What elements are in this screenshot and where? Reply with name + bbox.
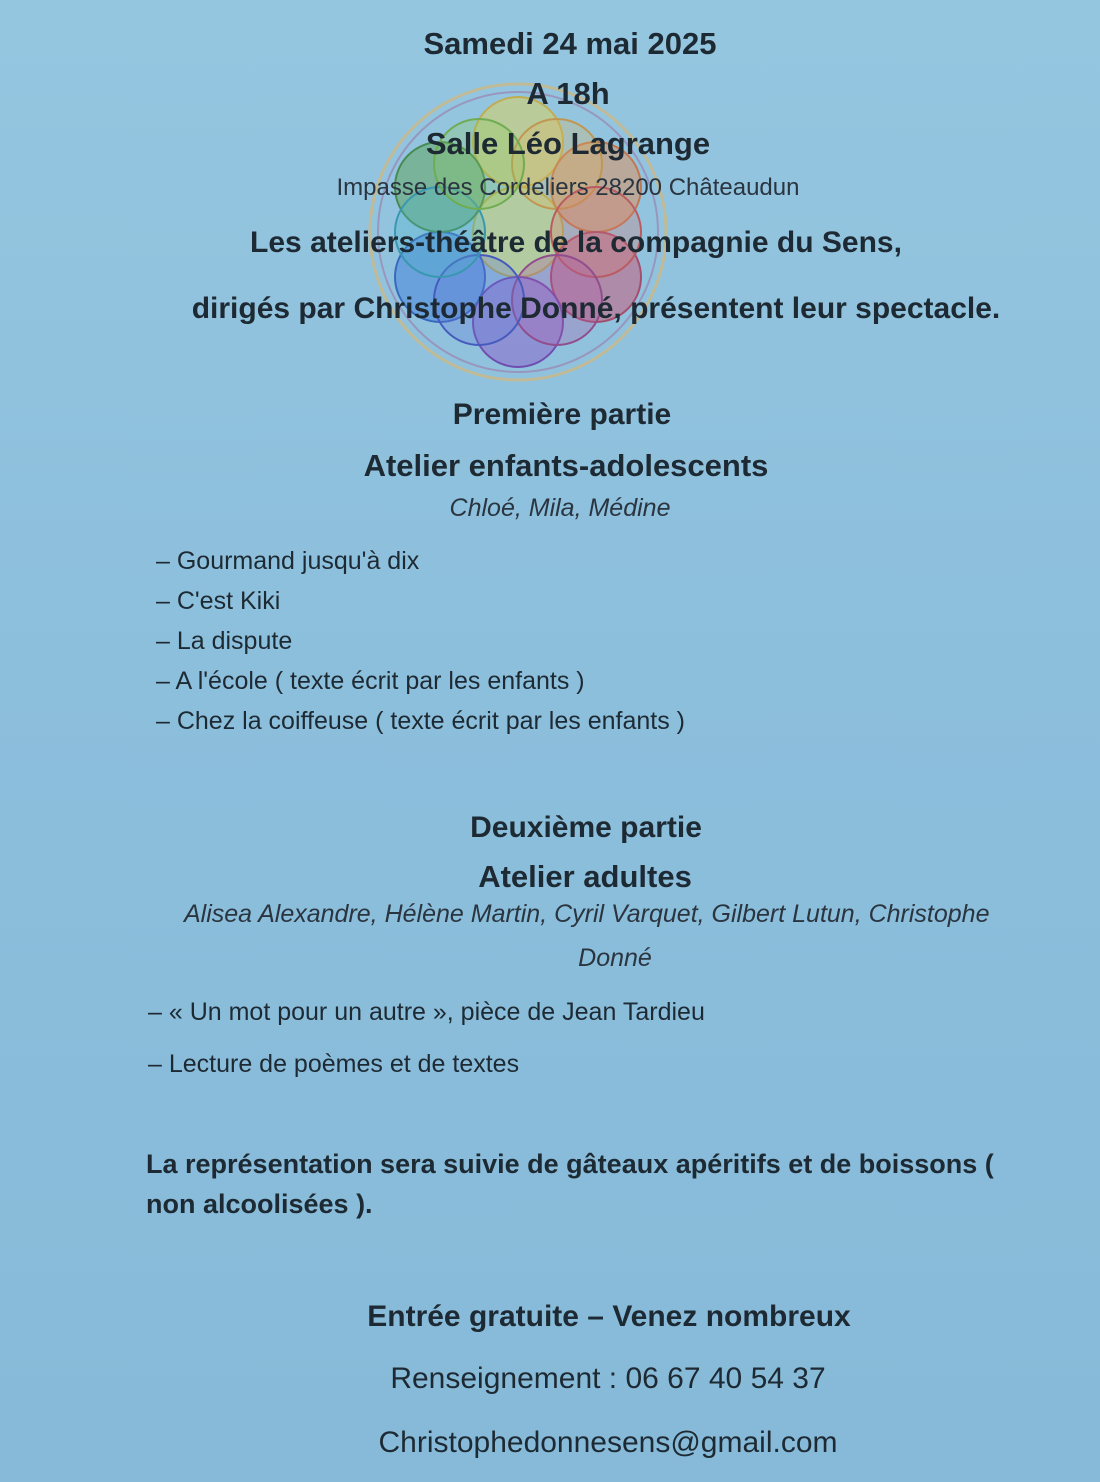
entry-info: Entrée gratuite – Venez nombreux [367,1300,851,1333]
reception-note: La représentation sera suivie de gâteaux apéritifs et de boissons ( non alcoolisées ). [146,1149,994,1219]
intro-line-2: dirigés par Christophe Donné, présentent leur spectacle. [191,292,1001,325]
list-item: – La dispute [156,627,293,655]
part1-subheading: Atelier enfants-adolescents [363,448,769,483]
part1-program-list [156,542,685,742]
list-item: – « Un mot pour un autre », pièce de Jean Tardieu [148,998,705,1026]
contact-email: Christophedonnesens@gmail.com [378,1426,838,1459]
list-item: – Gourmand jusqu'à dix [156,547,420,575]
part2-subheading: Atelier adultes [478,859,692,894]
list-item: – Chez la coiffeuse ( texte écrit par les enfants ) [156,707,685,735]
part2-cast-line-1: Alisea Alexandre, Hélène Martin, Cyril Varquet, Gilbert Lutun, Christophe [184,900,990,928]
list-item: – Lecture de poèmes et de textes [148,1050,520,1078]
list-item: – C'est Kiki [156,587,281,615]
part1-cast: Chloé, Mila, Médine [449,494,671,522]
event-date: Samedi 24 mai 2025 [423,26,717,61]
part2-cast-line-2: Donné [578,944,652,972]
event-address: Impasse des Cordeliers 28200 Châteaudun [336,174,800,201]
contact-phone: Renseignement : 06 67 40 54 37 [390,1362,826,1395]
part1-heading: Première partie [452,398,672,431]
intro-line-1: Les ateliers-théâtre de la compagnie du Sens, [250,226,902,259]
event-venue: Salle Léo Lagrange [425,126,711,161]
part2-heading: Deuxième partie [470,811,702,844]
list-item: – A l'école ( texte écrit par les enfants ) [156,667,585,695]
event-time: A 18h [526,76,610,111]
part2-program-list [148,992,705,1096]
